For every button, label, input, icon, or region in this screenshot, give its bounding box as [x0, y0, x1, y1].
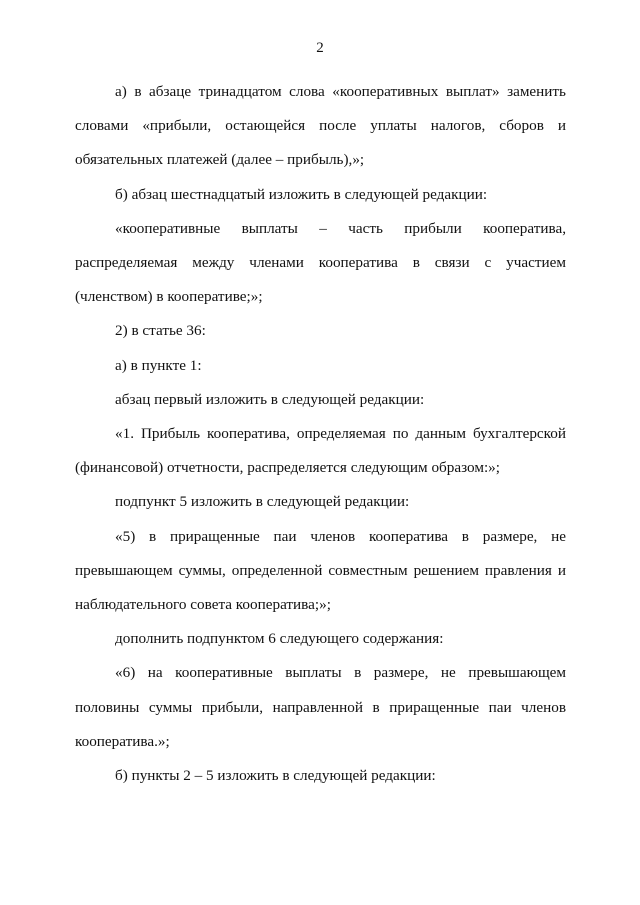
paragraph-6: абзац первый изложить в следующей редакции:: [115, 390, 425, 408]
document-body: [75, 75, 566, 793]
paragraph-10: дополнить подпунктом 6 следующего содержания:: [115, 630, 444, 648]
paragraph-3: «кооперативные выплаты – часть прибыли кооператива, распределяемая между членами кооператива в связи с участием (членством) в кооперативе;»;: [75, 219, 566, 306]
page-number: 2: [316, 40, 324, 56]
paragraph-4: 2) в статье 36:: [115, 322, 206, 340]
paragraph-1: а) в абзаце тринадцатом слова «кооперативных выплат» заменить словами «прибыли, остающейся после уплаты налогов, сборов и обязательных платежей (далее – прибыль),»;: [75, 83, 566, 169]
paragraph-8: подпункт 5 изложить в следующей редакции:: [115, 493, 410, 511]
paragraph-11: «6) на кооперативные выплаты в размере, не превышающем половины суммы прибыли, направленной в приращенные паи членов кооператива.»;: [75, 664, 566, 750]
paragraph-7: «1. Прибыль кооператива, определяемая по данным бухгалтерской (финансовой) отчетности, распределяется следующим образом:»;: [75, 425, 566, 477]
paragraph-12: б) пункты 2 – 5 изложить в следующей редакции:: [115, 767, 436, 785]
paragraph-2: б) абзац шестнадцатый изложить в следующей редакции:: [115, 185, 488, 203]
paragraph-5: а) в пункте 1:: [115, 356, 202, 374]
paragraph-9: «5) в приращенные паи членов кооператива в размере, не превышающем суммы, определенной совместным решением правления и наблюдательного совета кооператива;»;: [75, 527, 566, 614]
